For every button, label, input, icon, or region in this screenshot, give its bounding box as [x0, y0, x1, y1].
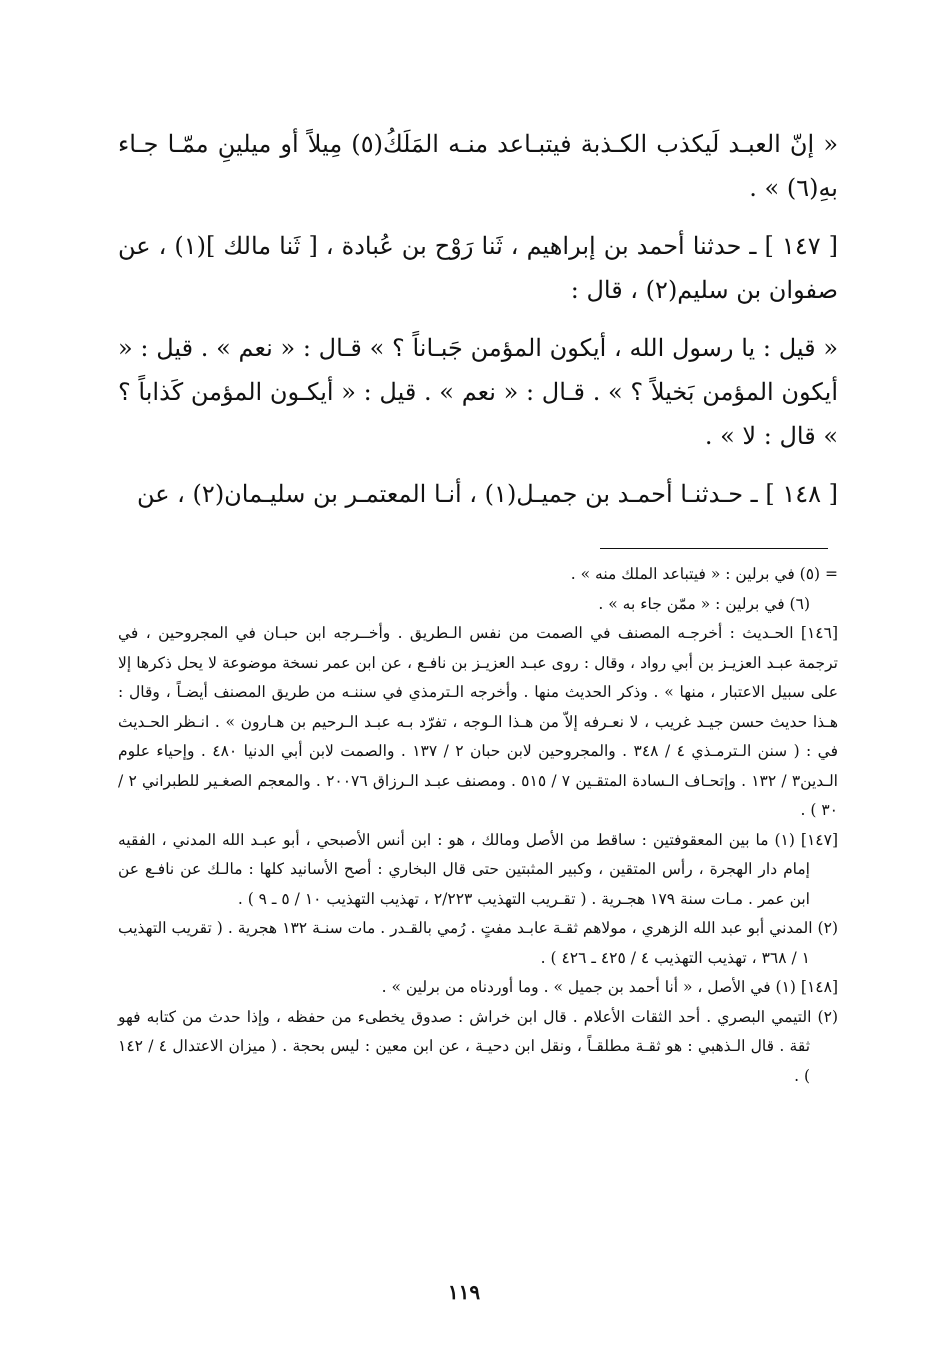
page-number: ١١٩	[447, 1280, 481, 1304]
footnote: = (٥) في برلين : « فيتباعد الملك منه » .	[570, 565, 838, 583]
footnote-separator	[600, 548, 828, 549]
footnote: [١٤٦] الحـديث : أخرجـه المصنف في الصمت من نفس الـطريق . وأخــرجه ابن حبـان في المجروحين ، في ترجمة عبـد العزيـز بن أبي رواد ، وقال : روى عبـد العزيـز بن نافـع ، عن ابن عمر نسخة موضوعة لا يحل ذكرها إلا على سبيل الاعتبار ، منها » . وذكر الحديث منها . وأخرجه الـترمذي في سننـه من طريق المصنف أيضـاً ، وقال : هـذا حديث حسن جيـد غريب ، لا نعـرفه إلاّ من هـذا الـوجه ، تفرّد بـه عبـد الـرحيم بن هـارون » . انـظر الحـديث في : ( سنن الـترمـذي ٤ / ٣٤٨ . والمجروحين لابن حبان ٢ / ١٣٧ . والصمت لابن أبي الدنيا ٤٨٠ . وإحياء علوم الـدين٣ / ١٣٢ . وإتحـاف الـسادة المتقـين ٧ / ٥١٥ . ومصنف عبـد الـرزاق ٢٠٠٧٦ . والمعجم الصغـير للطبراني ٢ / ٣٠ ) .	[118, 624, 839, 819]
main-text	[118, 122, 838, 530]
main-paragraph: « قيل : يا رسول الله ، أيكون المؤمن جَبـاناً ؟ » قـال : « نعم » . قيل : « أيكون المؤمن بَخيلاً ؟ » . قـال : « نعم » . قيل : « أيكـون المؤمن كَذاباً ؟ » قال : لا » .	[118, 334, 838, 450]
footnotes	[118, 560, 838, 1091]
footnote: [١٤٧] (١) ما بين المعقوفتين : ساقط من الأصل ومالك ، هو : ابن أنس الأصبحي ، أبو عبـد الله المدني ، الفقيه إمام دار الهجرة ، رأس المتقين ، وكبير المثبتين حتى قال البخاري : أصح الأسانيد كلها : مالـك عن نافـع عن ابن عمر . مـات سنة ١٧٩ هجـرية . ( تقـريب التهذيب ٢/٢٢٣ ، تهذيب التهذيب ١٠ / ٥ ـ ٩ ) .	[118, 830, 838, 908]
footnote: [١٤٨] (١) في الأصل ، « أنا أحمد بن جميل » . وما أوردناه من برلين » .	[381, 978, 838, 996]
footnote: (٦) في برلين : « ممّن جاء به » .	[598, 594, 810, 613]
main-paragraph: [ ١٤٨ ] ـ حـدثنـا أحمـد بن جميـل(١) ، أنـا المعتمـر بن سليـمان(٢) ، عن	[136, 480, 838, 508]
footnote: (٢) التيمي البصري . أحد الثقات الأعلام . قال ابن خراش : صدوق يخطىء من حفظه ، وإذا حدث من كتابه فهو ثقة . قال الـذهبي : هو ثقـة مطلقـاً ، ونقل ابن دحيـة ، عن ابن معين : ليس بحجة . ( ميزان الاعتدال ٤ / ١٤٢ ) .	[118, 1007, 838, 1085]
footnote: (٢) المدني أبو عبد الله الزهري ، مولاهم ثقـة عابـد مفتٍ . رُمي بالقـدر . مات سنـة ١٣٢ هجرية . ( تقريب التهذيب ١ / ٣٦٨ ، تهذيب التهذيب ٤ / ٤٢٥ ـ ٤٢٦ ) .	[118, 919, 838, 967]
main-paragraph: « إنّ العبـد لَيكذب الكـذبة فيتبـاعد منـه المَلَكُ(٥) مِيلاً أو ميلينِ ممّـا جـاء بهِ(٦) » .	[118, 130, 838, 202]
main-paragraph: [ ١٤٧ ] ـ حدثنا أحمد بن إبراهيم ، ثَنا رَوْح بن عُبادة ، [ ثَنا مالك ](١) ، عن صفوان بن سليم(٢) ، قال :	[118, 232, 838, 304]
